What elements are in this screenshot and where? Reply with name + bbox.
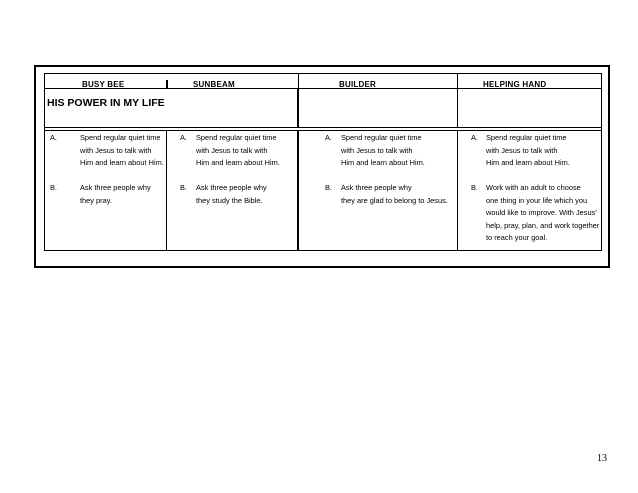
page-number: 13 [597,453,607,464]
sunbeam-item-b-line-1: Ask three people why [196,183,267,192]
helping-hand-item-b-letter: B. [471,183,478,192]
section-title: HIS POWER IN MY LIFE [47,97,165,109]
helping-hand-item-b-line-3: would like to improve. With Jesus' [486,208,597,217]
busy-bee-item-a-line-1: Spend regular quiet time [80,133,161,142]
helping-hand-item-a-line-2: with Jesus to talk with [486,145,558,155]
body-divider-2 [297,130,299,250]
header-divider-3 [457,74,458,89]
sunbeam-item-b-letter: B. [180,183,187,192]
sunbeam-item-a-line-2: with Jesus to talk with [196,145,268,155]
helping-hand-item-b-line-1: Work with an adult to choose [486,183,581,192]
sunbeam-item-a-line-1: Spend regular quiet time [196,133,277,142]
sunbeam-item-a-letter: A. [180,133,187,142]
header-divider-1 [166,80,168,89]
column-header-sunbeam: SUNBEAM [193,80,235,89]
sunbeam-item-a-line-3: Him and learn about Him. [196,158,280,167]
builder-item-b-line-2: they are glad to belong to Jesus. [341,195,448,205]
busy-bee-item-b-line-2: they pray. [80,195,112,205]
helping-hand-item-a-letter: A. [471,133,478,142]
body-divider-3 [457,130,458,250]
helping-hand-item-b-line-5: to reach your goal. [486,233,548,242]
builder-item-a-line-1: Spend regular quiet time [341,133,422,142]
inner-right-border [601,73,602,251]
title-divider [297,89,299,127]
top-rule [44,73,602,74]
body-bottom-rule [44,250,602,251]
builder-item-a-letter: A. [325,133,332,142]
column-header-builder: BUILDER [339,80,376,89]
helping-hand-item-a-line-3: Him and learn about Him. [486,158,570,167]
builder-item-b-line-1: Ask three people why [341,183,412,192]
column-header-helping-hand: HELPING HAND [483,80,547,89]
builder-item-a-line-2: with Jesus to talk with [341,145,413,155]
title-rule [44,127,602,128]
busy-bee-item-b-letter: B. [50,183,57,192]
busy-bee-item-a-line-3: Him and learn about Him. [80,158,164,167]
body-top-rule [44,130,602,131]
builder-item-b-letter: B. [325,183,332,192]
sunbeam-item-b-line-2: they study the Bible. [196,195,263,205]
busy-bee-item-a-line-2: with Jesus to talk with [80,145,152,155]
busy-bee-item-b-line-1: Ask three people why [80,183,151,192]
header-divider-2 [298,74,299,89]
busy-bee-item-a-letter: A. [50,133,57,142]
column-header-busy-bee: BUSY BEE [82,80,125,89]
builder-item-a-line-3: Him and learn about Him. [341,158,425,167]
helping-hand-item-b-line-4: help, pray, plan, and work together [486,220,600,230]
helping-hand-item-a-line-1: Spend regular quiet time [486,133,567,142]
title-divider-right [457,89,458,127]
body-divider-1 [166,130,167,250]
helping-hand-item-b-line-2: one thing in your life which you [486,195,588,205]
inner-left-border [44,73,45,251]
